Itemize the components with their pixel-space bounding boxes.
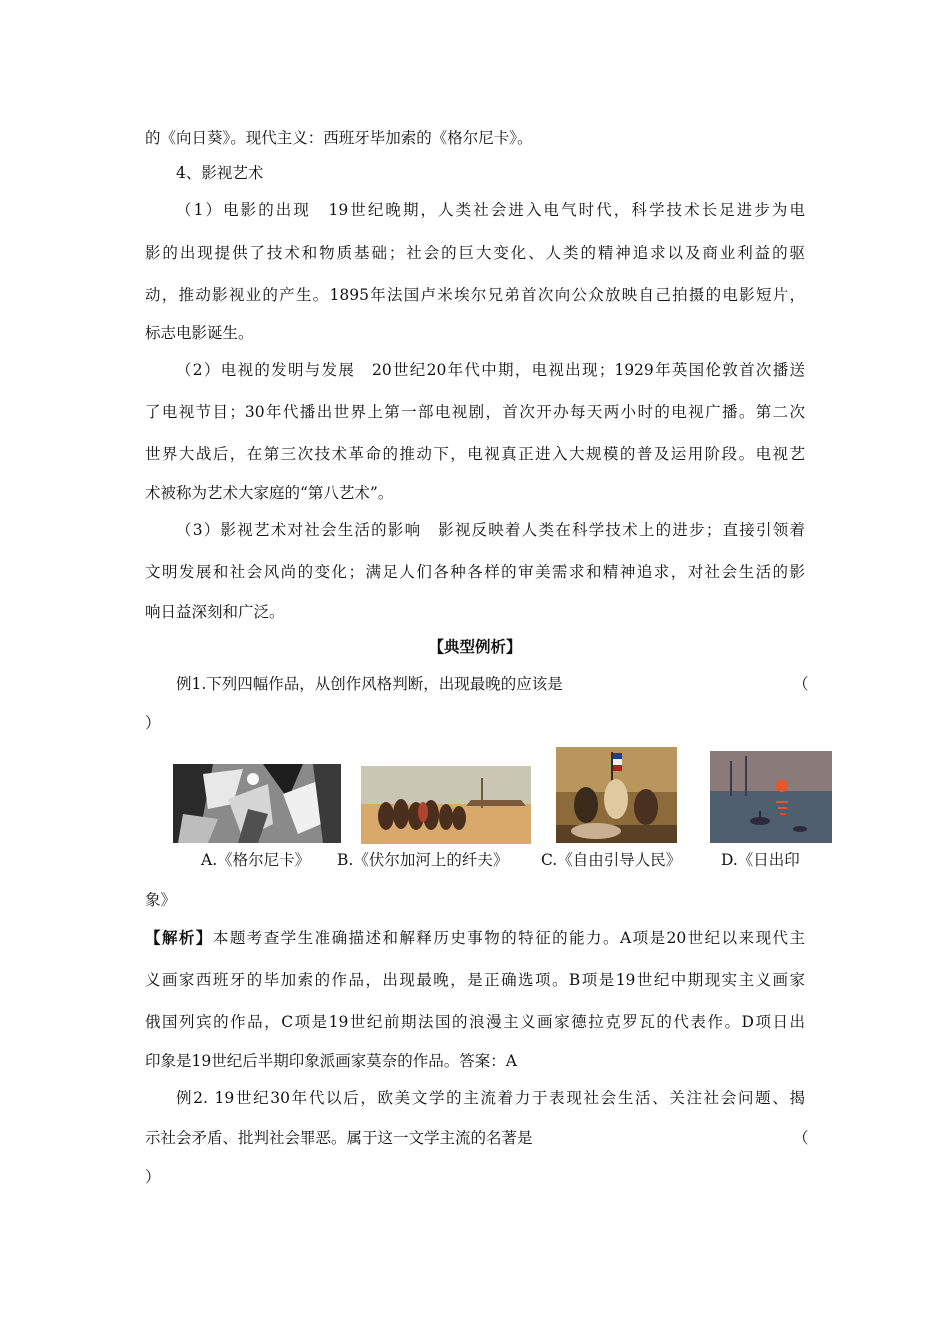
paragraph-line: 示社会矛盾、批判社会罪恶。属于这一文学主流的名著是: [145, 1129, 533, 1147]
analysis-label: 【解析】: [145, 928, 213, 947]
paragraph-line: （2）电视的发明与发展 20世纪20年代中期，电视出现；1929年英国伦敦首次播送: [176, 361, 805, 379]
painting-barge-haulers: [361, 766, 531, 844]
example-1-question: 例1.下列四幅作品，从创作风格判断，出现最晚的应该是: [176, 675, 563, 693]
section-heading: 4、影视艺术: [176, 164, 264, 182]
painting-impression-sunrise: [710, 751, 832, 843]
analysis-text: 本题考查学生准确描述和解释历史事物的特征的能力。A项是20世纪以来现代主: [212, 929, 805, 947]
paragraph-line: 世界大战后，在第三次技术革命的推动下，电视真正进入大规模的普及运用阶段。电视艺: [145, 445, 805, 463]
paren-open: （: [793, 1129, 809, 1147]
paragraph-line: 的《向日葵》。现代主义：西班牙毕加索的《格尔尼卡》。: [145, 129, 533, 147]
paragraph-line: 动，推动影视业的产生。1895年法国卢米埃尔兄弟首次向公众放映自己拍摄的电影短片，: [145, 286, 805, 304]
caption-d-wrap: 象》: [145, 891, 177, 909]
paren-close: ）: [145, 1168, 161, 1186]
paragraph-line: 印象是19世纪后半期印象派画家莫奈的作品。答案：A: [145, 1052, 517, 1070]
paragraph-line: 俄国列宾的作品，C项是19世纪前期法国的浪漫主义画家德拉克罗瓦的代表作。D项日出: [145, 1013, 805, 1031]
paragraph-line: （3）影视艺术对社会生活的影响 影视反映着人类在科学技术上的进步；直接引领着: [176, 521, 805, 539]
painting-guernica: [173, 764, 341, 843]
caption-c: C.《自由引导人民》: [541, 851, 682, 869]
paragraph-line: 义画家西班牙的毕加索的作品，出现最晚，是正确选项。B项是19世纪中期现实主义画家: [145, 971, 805, 989]
paragraph-line: 响日益深刻和广泛。: [145, 603, 285, 621]
paragraph-line: 影的出现提供了技术和物质基础；社会的巨大变化、人类的精神追求以及商业利益的驱: [145, 244, 805, 262]
paren-open: （: [793, 675, 809, 693]
paren-close: ）: [145, 714, 161, 732]
painting-liberty-leading: [556, 747, 677, 843]
caption-d: D.《日出印: [721, 851, 800, 869]
paragraph-line: 术被称为艺术大家庭的“第八艺术”。: [145, 484, 394, 502]
paragraph-line: 标志电影诞生。: [145, 324, 254, 342]
caption-a: A.《格尔尼卡》: [201, 851, 311, 869]
paragraph-line: 了电视节目；30年代播出世界上第一部电视剧，首次开办每天两小时的电视广播。第二次: [145, 403, 805, 421]
paragraph-line: （1）电影的出现 19世纪晚期，人类社会进入电气时代，科学技术长足进步为电: [176, 201, 805, 219]
analysis-line-1: [145, 928, 805, 948]
paragraph-line: 文明发展和社会风尚的变化；满足人们各种各样的审美需求和精神追求，对社会生活的影: [145, 563, 805, 581]
section-title: 【典型例析】: [428, 637, 522, 656]
paragraph-line: 例2. 19世纪30年代以后，欧美文学的主流着力于表现社会生活、关注社会问题、揭: [176, 1089, 805, 1107]
caption-b: B.《伏尔加河上的纤夫》: [337, 851, 509, 869]
